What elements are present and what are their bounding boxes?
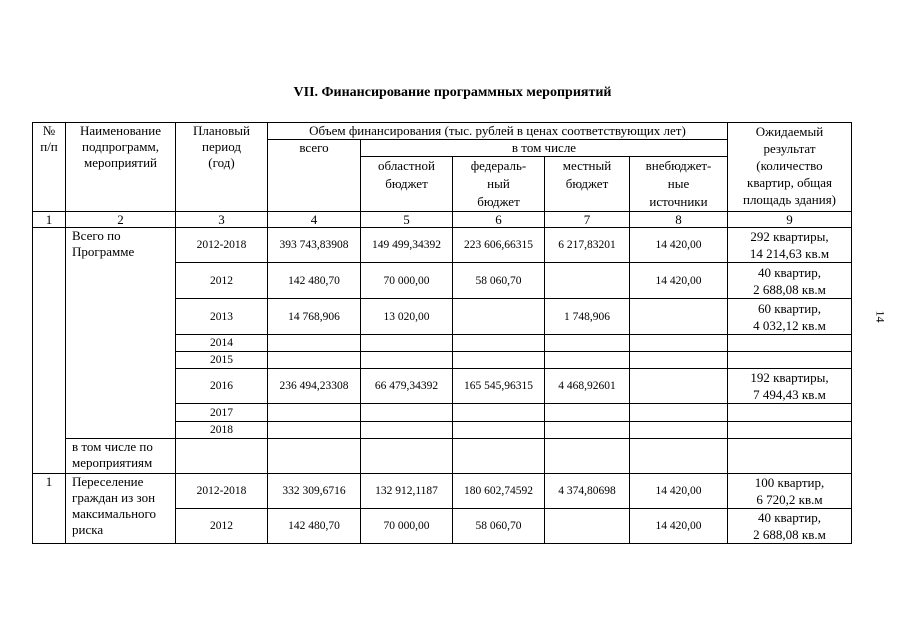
col-number: 3: [176, 212, 268, 228]
period-cell: 2017: [176, 404, 268, 422]
col-number: 8: [630, 212, 728, 228]
by-measures-label: в том числе по мероприятиям: [66, 439, 176, 474]
total-cell: 142 480,70: [268, 509, 361, 544]
period-cell: 2016: [176, 369, 268, 404]
regional-cell: [361, 404, 453, 422]
federal-cell: [453, 335, 545, 352]
header-volume: Объем финансирования (тыс. рублей в ценах соответствующих лет): [268, 123, 728, 140]
result-cell: 40 квартир, 2 688,08 кв.м: [728, 509, 852, 544]
local-cell: 6 217,83201: [545, 228, 630, 263]
regional-cell: 66 479,34392: [361, 369, 453, 404]
col-number: 5: [361, 212, 453, 228]
federal-cell: 58 060,70: [453, 509, 545, 544]
offbudget-cell: [630, 352, 728, 369]
federal-cell: 165 545,96315: [453, 369, 545, 404]
header-regional: областной бюджет: [361, 157, 453, 212]
period-cell: 2012-2018: [176, 474, 268, 509]
federal-cell: 58 060,70: [453, 263, 545, 299]
local-cell: [545, 509, 630, 544]
col-number: 7: [545, 212, 630, 228]
federal-cell: [453, 299, 545, 335]
column-numbers-row: [33, 212, 852, 228]
offbudget-cell: [630, 422, 728, 439]
offbudget-cell: [630, 404, 728, 422]
local-cell: [545, 263, 630, 299]
period-cell: 2012: [176, 263, 268, 299]
table-row: [33, 228, 852, 263]
total-cell: 393 743,83908: [268, 228, 361, 263]
result-cell: 100 квартир, 6 720,2 кв.м: [728, 474, 852, 509]
regional-cell: 70 000,00: [361, 263, 453, 299]
offbudget-cell: 14 420,00: [630, 263, 728, 299]
header-federal: федераль- ный бюджет: [453, 157, 545, 212]
result-cell: 40 квартир, 2 688,08 кв.м: [728, 263, 852, 299]
period-cell: 2018: [176, 422, 268, 439]
period-cell: 2012-2018: [176, 228, 268, 263]
table-row: [33, 474, 852, 509]
federal-cell: [453, 422, 545, 439]
page-number: 14: [873, 310, 888, 323]
offbudget-cell: 14 420,00: [630, 228, 728, 263]
total-label: Всего по Программе: [66, 228, 176, 439]
total-cell: [268, 335, 361, 352]
regional-cell: [361, 335, 453, 352]
offbudget-cell: [630, 335, 728, 352]
header-including: в том числе: [361, 140, 728, 157]
offbudget-cell: [630, 369, 728, 404]
total-cell: [268, 422, 361, 439]
total-cell: 14 768,906: [268, 299, 361, 335]
item-name: Переселение граждан из зон максимального риска: [66, 474, 176, 544]
federal-cell: 223 606,66315: [453, 228, 545, 263]
header-result: Ожидаемый результат (количество квартир, общая площадь здания): [728, 123, 852, 212]
header-total: всего: [268, 140, 361, 212]
period-cell: 2012: [176, 509, 268, 544]
period-cell: 2015: [176, 352, 268, 369]
col-number: 1: [33, 212, 66, 228]
regional-cell: [361, 352, 453, 369]
result-cell: 60 квартир, 4 032,12 кв.м: [728, 299, 852, 335]
local-cell: 4 374,80698: [545, 474, 630, 509]
local-cell: 4 468,92601: [545, 369, 630, 404]
header-name: Наименование подпрограмм, мероприятий: [66, 123, 176, 212]
local-cell: [545, 404, 630, 422]
local-cell: [545, 422, 630, 439]
regional-cell: 70 000,00: [361, 509, 453, 544]
period-cell: 2014: [176, 335, 268, 352]
offbudget-cell: 14 420,00: [630, 474, 728, 509]
col-number: 2: [66, 212, 176, 228]
federal-cell: [453, 404, 545, 422]
federal-cell: [453, 352, 545, 369]
total-cell: [268, 404, 361, 422]
regional-cell: 149 499,34392: [361, 228, 453, 263]
regional-cell: [361, 422, 453, 439]
financing-table: [32, 122, 852, 544]
col-number: 4: [268, 212, 361, 228]
result-cell: [728, 352, 852, 369]
offbudget-cell: [630, 299, 728, 335]
page-title: VII. Финансирование программных мероприятий: [293, 85, 612, 100]
local-cell: [545, 352, 630, 369]
header-num: № п/п: [33, 123, 66, 212]
table-row: [33, 439, 852, 474]
result-cell: [728, 404, 852, 422]
header-period: Плановый период (год): [176, 123, 268, 212]
federal-cell: 180 602,74592: [453, 474, 545, 509]
col-number: 9: [728, 212, 852, 228]
regional-cell: 132 912,1187: [361, 474, 453, 509]
result-cell: [728, 422, 852, 439]
result-cell: 192 квартиры, 7 494,43 кв.м: [728, 369, 852, 404]
local-cell: 1 748,906: [545, 299, 630, 335]
offbudget-cell: 14 420,00: [630, 509, 728, 544]
total-cell: 236 494,23308: [268, 369, 361, 404]
period-cell: 2013: [176, 299, 268, 335]
total-cell: 142 480,70: [268, 263, 361, 299]
result-cell: 292 квартиры, 14 214,63 кв.м: [728, 228, 852, 263]
col-number: 6: [453, 212, 545, 228]
local-cell: [545, 335, 630, 352]
item-num: 1: [33, 474, 66, 544]
header-offbudget: внебюджет- ные источники: [630, 157, 728, 212]
regional-cell: 13 020,00: [361, 299, 453, 335]
total-cell: 332 309,6716: [268, 474, 361, 509]
header-local: местный бюджет: [545, 157, 630, 212]
total-cell: [268, 352, 361, 369]
result-cell: [728, 335, 852, 352]
total-num-cell: [33, 228, 66, 474]
